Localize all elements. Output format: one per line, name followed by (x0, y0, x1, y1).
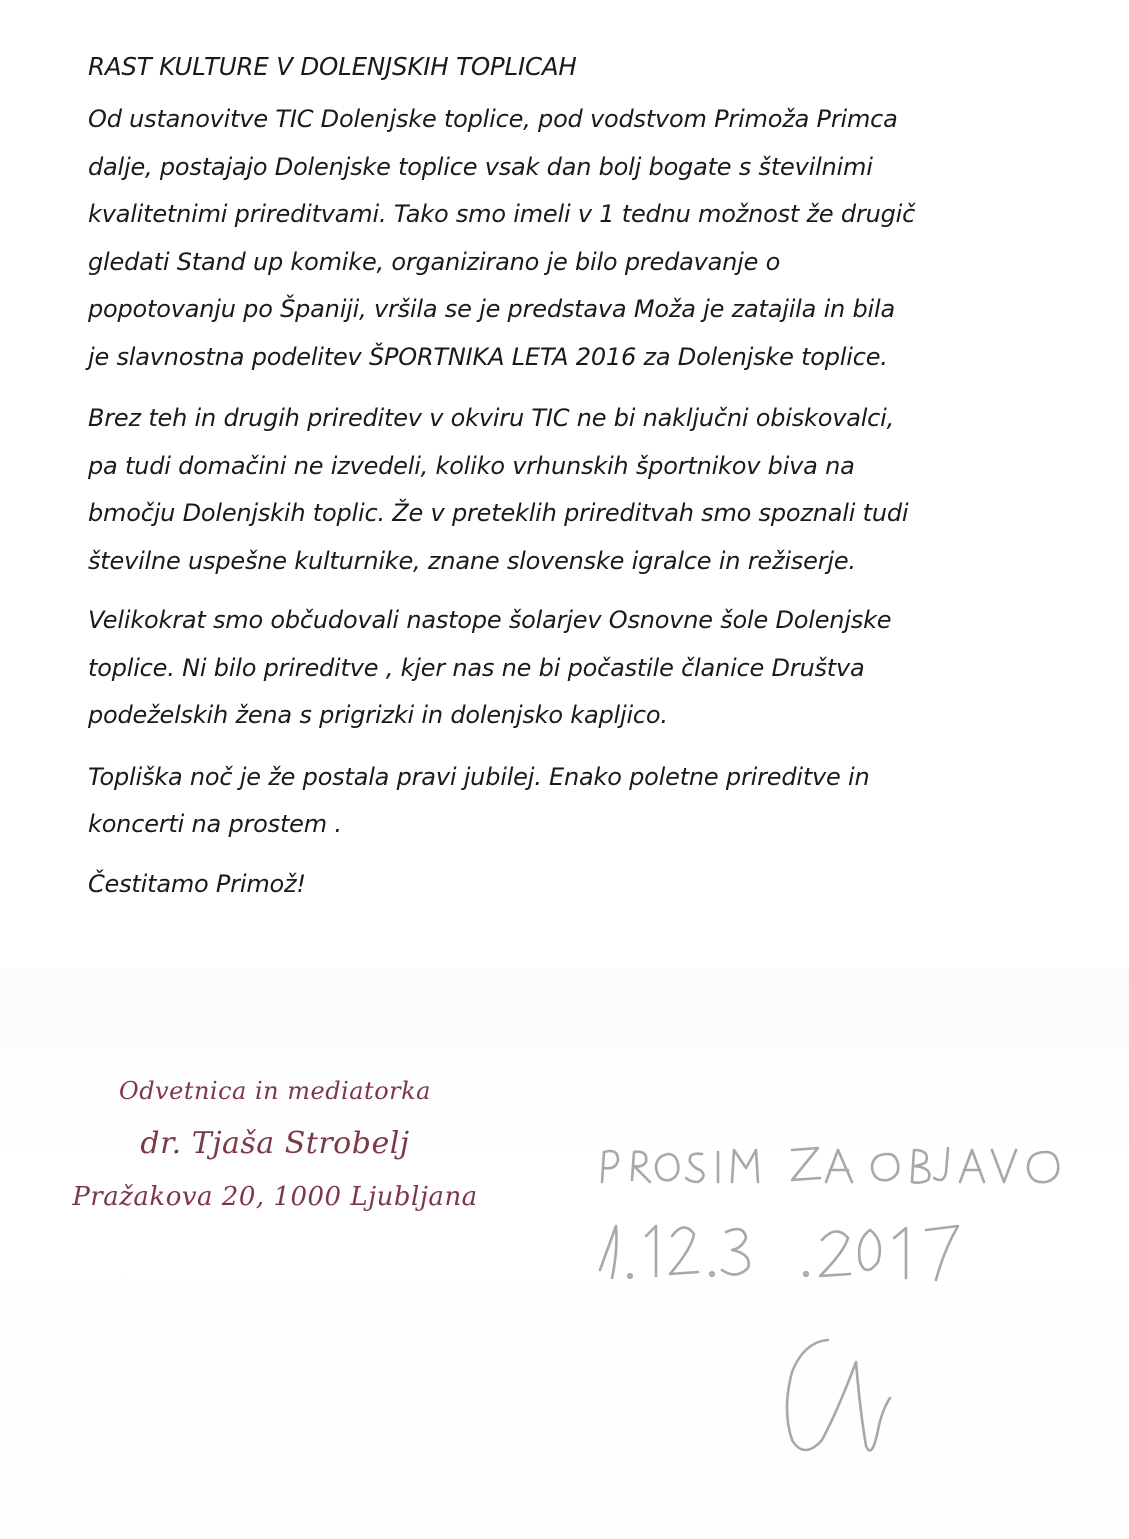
paragraph-line: Velikokrat smo občudovali nastope šolarjev Osnovne šole Dolenjske (88, 606, 892, 634)
paragraph-line: pa tudi domačini ne izvedeli, koliko vrhunskih športnikov biva na (88, 451, 855, 480)
paragraph-line: toplice. Ni bilo prireditve , kjer nas ne bi počastile članice Društva (88, 653, 865, 682)
stamp-profession: Odvetnica in mediatorka (119, 1077, 431, 1105)
paragraph-line: koncerti na prostem . (88, 810, 342, 838)
paragraph-line: gledati Stand up komike, organizirano je bilo predavanje o (88, 247, 781, 276)
handwritten-signature-icon (560, 1110, 1100, 1510)
paragraph-4 (88, 754, 1098, 849)
paragraph-line: dalje, postajajo Dolenjske toplice vsak dan bolj bogate s številnimi (88, 152, 873, 181)
paragraph-3 (88, 597, 1098, 740)
paragraph-line: Od ustanovitve TIC Dolenjske toplice, pod vodstvom Primoža Primca (88, 105, 898, 133)
handwritten-note (560, 1110, 1100, 1510)
paragraph-line: popotovanju po Španiji, vršila se je predstava Moža je zatajila in bila (88, 295, 895, 323)
paragraph-line: kvalitetnimi prireditvami. Tako smo imeli v 1 tednu možnost že drugič (88, 200, 916, 228)
stamp-name: dr. Tjaša Strobelj (140, 1126, 410, 1161)
lawyer-stamp (60, 1066, 490, 1222)
paragraph-line: je slavnostna podelitev ŠPORTNIKA LETA 2016 za Dolenjske toplice. (88, 342, 888, 371)
paragraph-line: številne uspešne kulturnike, znane slovenske igralce in režiserje. (88, 546, 856, 575)
paragraph-line: podeželskih žena s prigrizki in dolenjsko kapljico. (88, 701, 668, 729)
paragraph-line: Topliška noč je že postala pravi jubilej. Enako poletne prireditve in (88, 762, 870, 791)
paragraph-line: bmočju Dolenjskih toplic. Že v preteklih prireditvah smo spoznali tudi (88, 499, 909, 527)
letter-body (88, 44, 1098, 908)
letter-title: RAST KULTURE V DOLENJSKIH TOPLICAH (88, 52, 577, 81)
paragraph-2 (88, 395, 1098, 585)
paragraph-line: Brez teh in drugih prireditev v okviru TIC ne bi naključni obiskovalci, (88, 404, 895, 432)
stamp-address: Pražakova 20, 1000 Ljubljana (72, 1182, 478, 1212)
closing-text: Čestitamo Primož! (88, 869, 306, 898)
closing-line (88, 861, 1098, 909)
paragraph-1 (88, 96, 1098, 381)
